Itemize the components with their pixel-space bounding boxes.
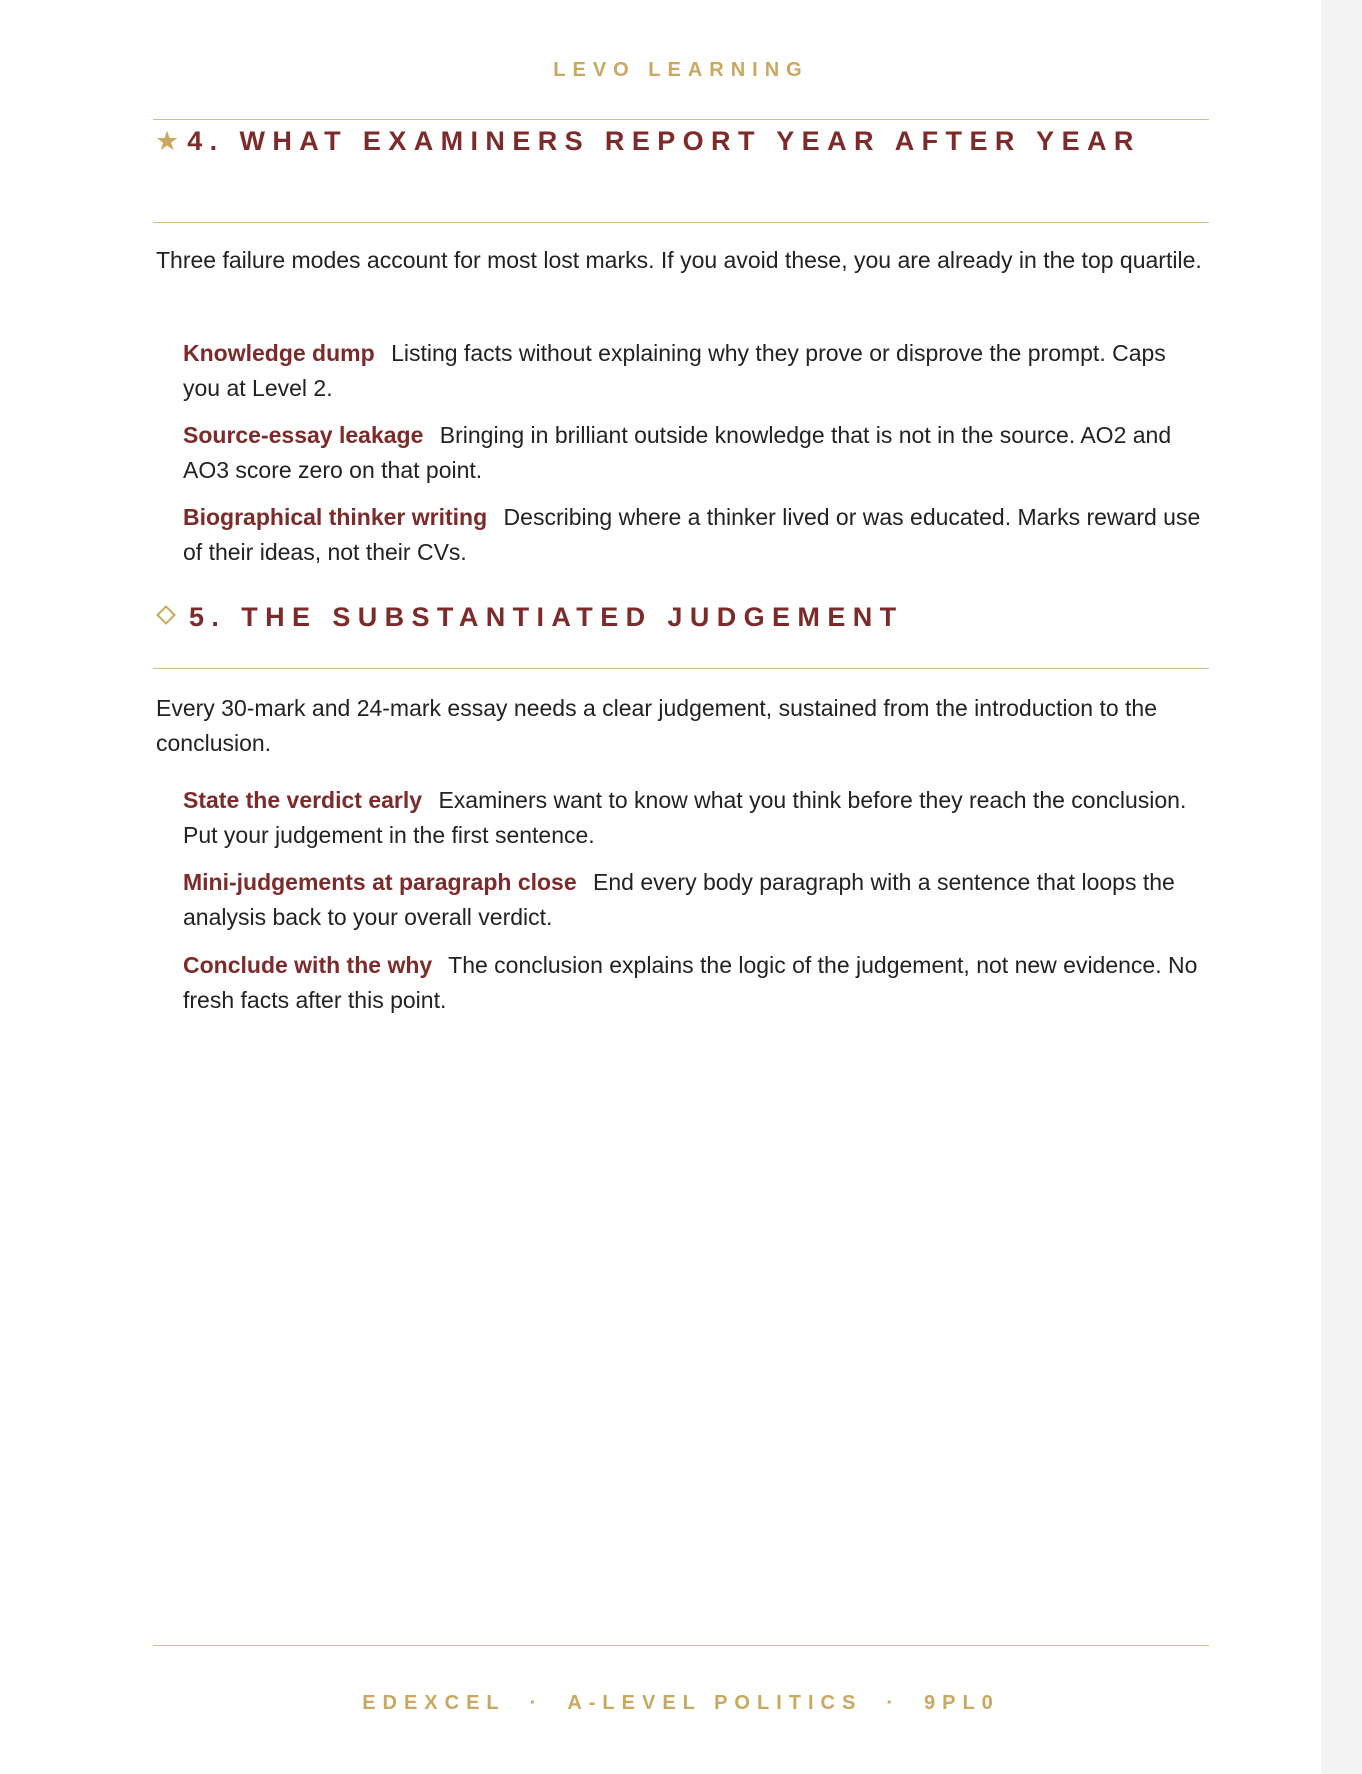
section-heading-4 xyxy=(155,125,1205,157)
section-intro: Three failure modes account for most lost marks. If you avoid these, you are already in the top quartile. xyxy=(156,247,1202,273)
section-top-rule xyxy=(153,119,1209,120)
item-text: Listing facts without explaining why they prove or disprove the prompt. Caps you at Level 2. xyxy=(183,340,1166,401)
item-term: Mini-judgements at paragraph close xyxy=(183,869,577,895)
section-bottom-rule xyxy=(153,668,1209,669)
item-term: Source-essay leakage xyxy=(183,422,424,448)
item-term: State the verdict early xyxy=(183,787,423,813)
footer-rule xyxy=(153,1645,1209,1646)
item-text: Examiners want to know what you think before they reach the conclusion. Put your judgement in the first sentence. xyxy=(183,787,1187,848)
item-text: End every body paragraph with a sentence that loops the analysis back to your overall verdict. xyxy=(183,869,1175,930)
footer-course: A-LEVEL POLITICS xyxy=(567,1692,863,1714)
section-intro: Every 30-mark and 24-mark essay needs a clear judgement, sustained from the introduction to the conclusion. xyxy=(156,695,1158,756)
list-item xyxy=(183,418,1209,488)
item-term: Biographical thinker writing xyxy=(183,504,488,530)
section-heading-text: 4. WHAT EXAMINERS REPORT YEAR AFTER YEAR xyxy=(187,126,1141,156)
item-text: Bringing in brilliant outside knowledge that is not in the source. AO2 and AO3 score zero on that point. xyxy=(183,422,1172,483)
list-item xyxy=(183,336,1209,406)
item-text: The conclusion explains the logic of the judgement, not new evidence. No fresh facts after this point. xyxy=(183,952,1198,1013)
page-footer xyxy=(0,1692,1362,1715)
footer-spec-code: 9PL0 xyxy=(923,1692,1000,1714)
section-bottom-rule xyxy=(153,222,1209,223)
list-item xyxy=(183,948,1209,1018)
footer-exam-board: EDEXCEL xyxy=(362,1692,506,1714)
item-text: Describing where a thinker lived or was educated. Marks reward use of their ideas, not their CVs. xyxy=(183,504,1201,565)
diamond-icon xyxy=(156,605,176,625)
item-term: Conclude with the why xyxy=(183,952,433,978)
footer-separator: · xyxy=(886,1692,900,1714)
list-item xyxy=(183,500,1209,570)
footer-separator: · xyxy=(529,1692,544,1714)
list-item xyxy=(183,865,1209,935)
item-term: Knowledge dump xyxy=(183,340,375,366)
star-icon: ★ xyxy=(155,126,180,156)
list-item xyxy=(183,783,1209,853)
section-heading-5 xyxy=(155,601,1205,633)
brand-header: LEVO LEARNING xyxy=(553,59,809,81)
section-heading-text: 5. THE SUBSTANTIATED JUDGEMENT xyxy=(189,602,904,632)
